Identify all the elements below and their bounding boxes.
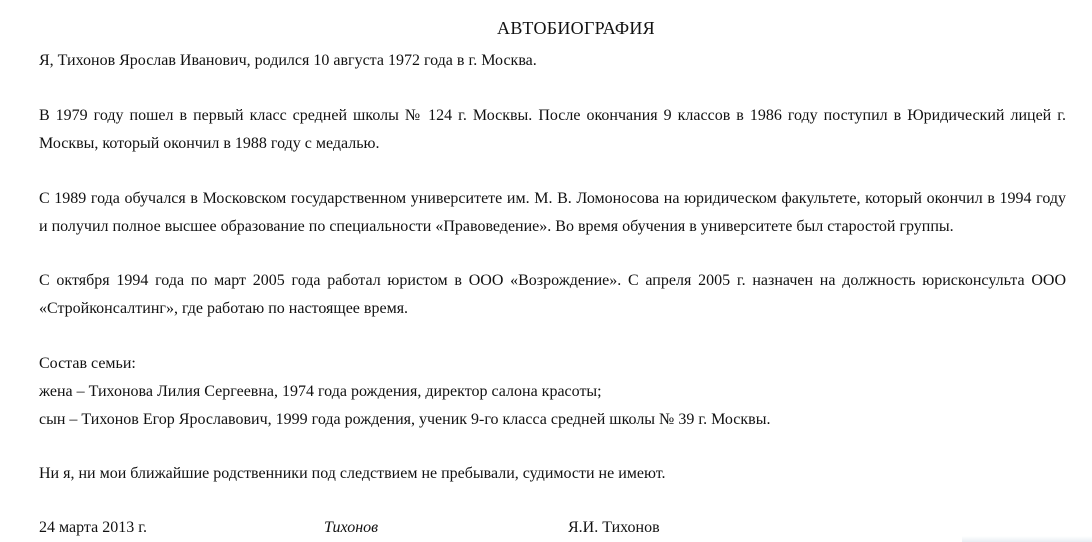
university-paragraph-line-1: С 1989 года обучался в Московском государственном университете им. М. В. Ломоносова на юридическом факультете, который окончил в 1994 году (39, 190, 1066, 207)
family-heading: Состав семьи: (39, 355, 136, 372)
intro-line: Я, Тихонов Ярослав Иванович, родился 10 августа 1972 года в г. Москва. (39, 52, 537, 69)
page-edge-shadow (962, 536, 1092, 542)
signature-name: Я.И. Тихонов (568, 519, 660, 536)
work-paragraph-line-2: «Стройконсалтинг», где работаю по настоящее время. (39, 300, 409, 317)
legal-statement: Ни я, ни мои ближайшие родственники под следствием не пребывали, судимости не имеют. (39, 465, 666, 482)
family-wife-line: жена – Тихонова Лилия Сергеевна, 1974 года рождения, директор салона красоты; (39, 383, 602, 400)
school-paragraph-line-2: Москвы, который окончил в 1988 году с медалью. (39, 135, 380, 152)
handwritten-signature: Тихонов (324, 519, 379, 536)
family-son-line: сын – Тихонов Егор Ярославович, 1999 года рождения, ученик 9-го класса средней школы № 39 г. Москвы. (39, 411, 771, 428)
work-paragraph-line-1: С октября 1994 года по март 2005 года работал юристом в ООО «Возрождение». С апреля 2005 г. назначен на должность юрисконсульта ООО (39, 272, 1066, 289)
school-paragraph-line-1: В 1979 году пошел в первый класс средней школы № 124 г. Москвы. После окончания 9 классов в 1986 году поступил в Юридический лицей г. (39, 107, 1066, 124)
university-paragraph-line-2: и получил полное высшее образование по специальности «Правоведение». Во время обучения в университете был старостой группы. (39, 218, 954, 235)
document-title: АВТОБИОГРАФИЯ (497, 18, 655, 38)
signature-date: 24 марта 2013 г. (39, 519, 147, 536)
